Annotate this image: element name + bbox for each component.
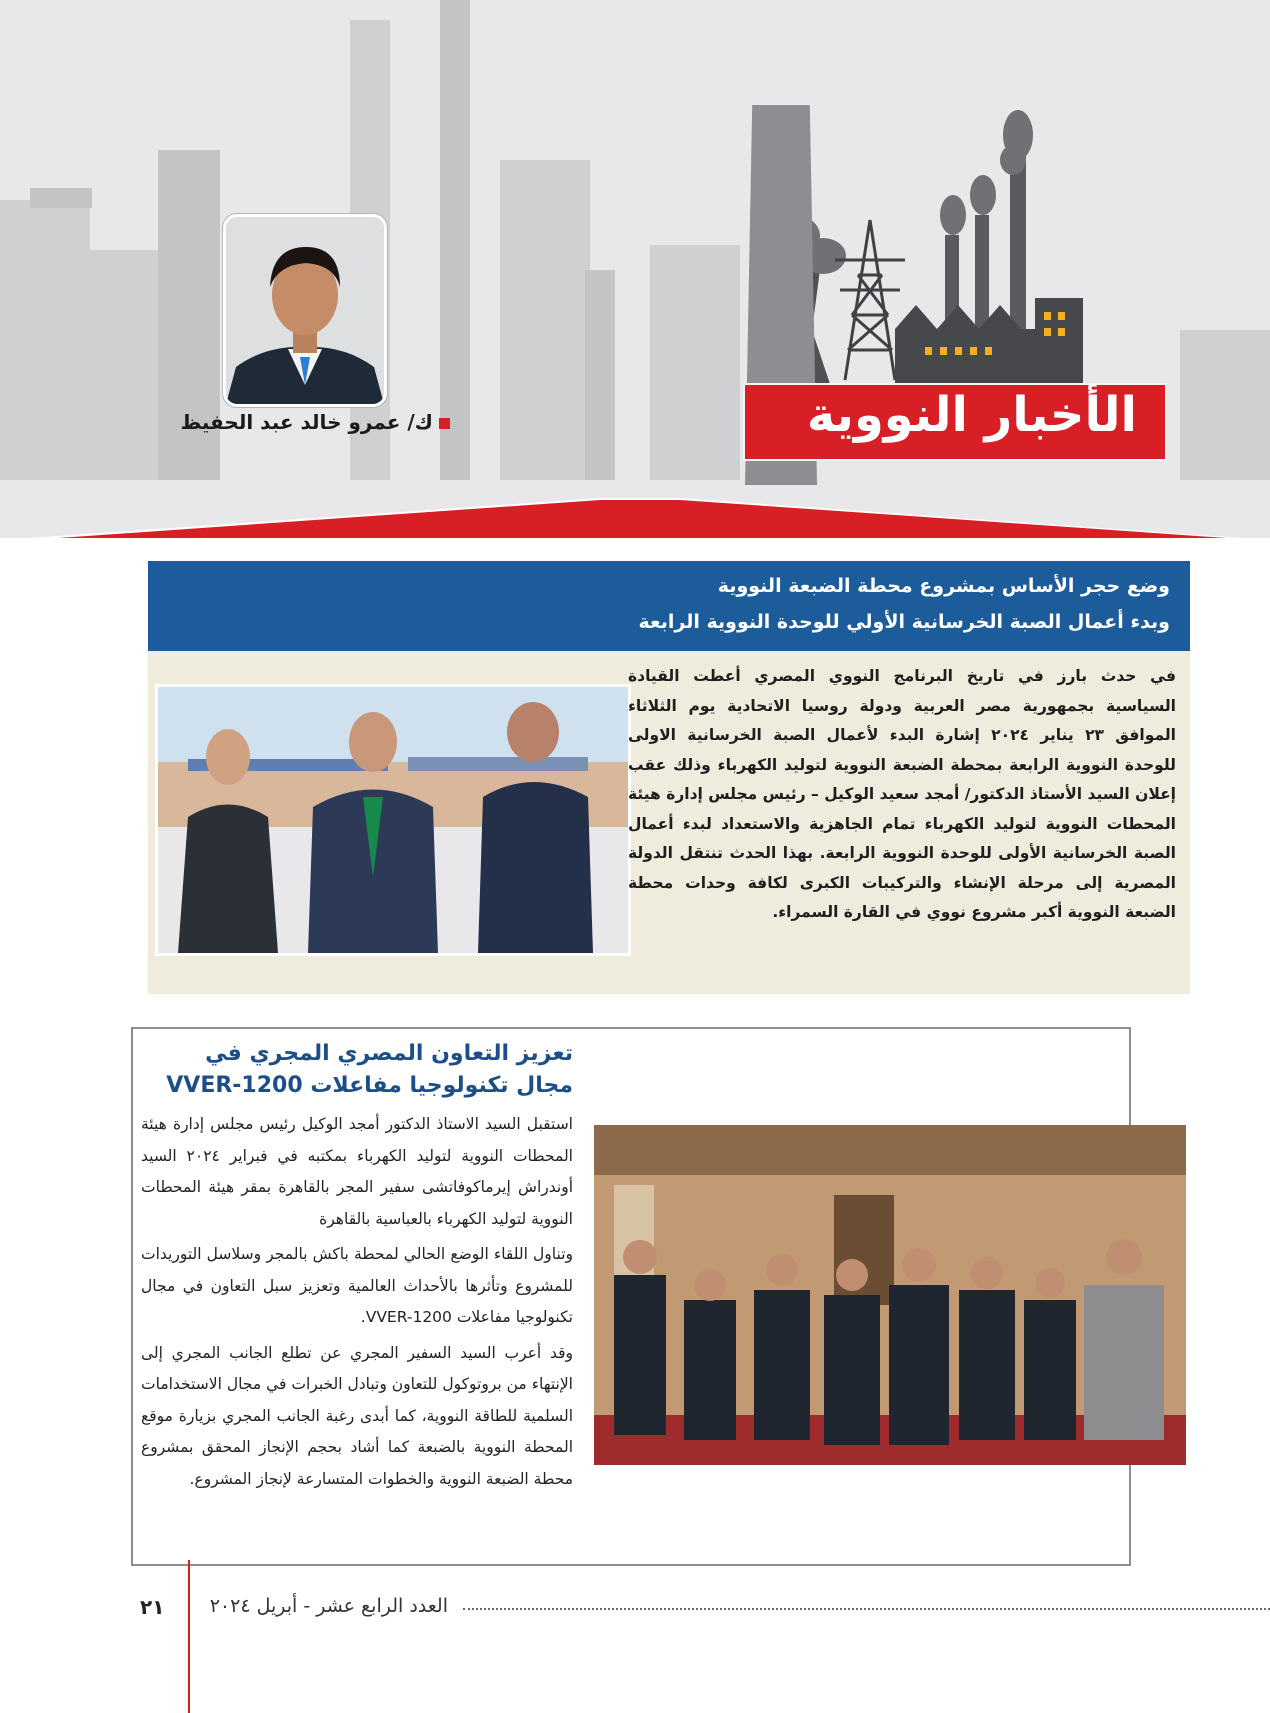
article1-headline-bar bbox=[148, 561, 1190, 651]
background-building bbox=[0, 200, 90, 480]
section-title: الأخبار النووية bbox=[806, 387, 1137, 443]
article2-title: تعزيز التعاون المصري المجري في مجال تكنولوجيا مفاعلات VVER-1200 bbox=[166, 1041, 573, 1098]
article2-paragraph: وتناول اللقاء الوضع الحالي لمحطة باكش بالمجر وسلاسل التوريدات للمشروع وتأثرها بالأحداث العالمية وتعزيز سبل التعاون في مجال تكنولوجيا مفاعلات VVER-1200. bbox=[141, 1245, 573, 1326]
red-divider bbox=[0, 490, 1270, 540]
background-building bbox=[1180, 330, 1270, 480]
article1-photo bbox=[155, 684, 631, 956]
section-title-banner bbox=[745, 385, 1165, 459]
author-photo bbox=[223, 214, 387, 407]
background-building bbox=[585, 270, 615, 480]
background-building bbox=[650, 245, 740, 480]
smoke bbox=[940, 195, 966, 235]
issue-label: العدد الرابع عشر - أبريل ٢٠٢٤ bbox=[209, 1595, 448, 1617]
footer-red-line bbox=[188, 1560, 190, 1713]
smoke bbox=[1000, 145, 1026, 175]
bullet-square-icon bbox=[439, 418, 450, 429]
page-number: ٢١ bbox=[140, 1595, 165, 1619]
background-chimney bbox=[440, 0, 470, 480]
article1-headline-line1: وضع حجر الأساس بمشروع محطة الضبعة النووية bbox=[717, 575, 1170, 597]
article1-body bbox=[628, 662, 1176, 928]
article2-paragraph: وقد أعرب السيد السفير المجري عن تطلع الجانب المجري إلى الإنتهاء من بروتوكول للتعاون وتبادل الخبرات في مجال الاستخدامات السلمية للطاقة النووية، كما أبدى رغبة الجانب المجري بزيارة موقع المحطة النووية بالضبعة كما أشاد بحجم الإنجاز المحقق بمشروع محطة الضبعة النووية والخطوات المتسارعة لإنجاز المشروع. bbox=[141, 1343, 573, 1488]
article1-headline-line2: وبدء أعمال الصبة الخرسانية الأولي للوحدة النووية الرابعة bbox=[638, 611, 1170, 633]
article1-paragraph: في حدث بارز في تاريخ البرنامج النووي المصري أعطت القيادة السياسية بجمهورية مصر العربية ودولة روسيا الاتحادية يوم الثلاثاء الموافق ٢٣ يناير ٢٠٢٤ إشارة البدء لأعمال الصبة الخرسانية الاولى للوحدة النووية الرابعة بمحطة الضبعة النووية لتوليد الكهرباء وذلك عقب إعلان السيد الأستاذ الدكتور/ أمجد سعيد الوكيل – رئيس مجلس إدارة هيئة المحطات النووية لتوليد الكهرباء تمام الجاهزية والاستعداد لبدء أعمال الصبة الخرسانية الأولى للوحدة النووية الرابعة. بهذا الحدث تنتقل الدولة المصرية إلى مرحلة الإنشاء والتركيبات الكبرى لكافة وحدات محطة الضبعة النووية أكبر مشروع نووي في القارة السمراء. bbox=[628, 667, 1176, 921]
background-building bbox=[500, 160, 590, 480]
background-building bbox=[30, 188, 92, 208]
author-name: ك/ عمرو خالد عبد الحفيظ bbox=[180, 410, 433, 434]
header-illustration bbox=[0, 0, 1270, 540]
article2-paragraph: استقبل السيد الاستاذ الدكتور أمجد الوكيل رئيس مجلس إدارة هيئة المحطات النووية لتوليد الكهرباء بمكتبه في فبراير ٢٠٢٤ السيد أوندراش إيرماكوفاتشى سفير المجر بالقاهرة بمقر هيئة المحطات النووية لتوليد الكهرباء بالعباسية بالقاهرة bbox=[141, 1115, 573, 1228]
footer-dotted-rule bbox=[463, 1608, 1270, 1610]
article2-body bbox=[141, 1109, 573, 1499]
article2-photo bbox=[594, 1125, 1186, 1465]
author-byline bbox=[150, 410, 450, 434]
smoke bbox=[970, 175, 996, 215]
background-building bbox=[90, 250, 160, 480]
